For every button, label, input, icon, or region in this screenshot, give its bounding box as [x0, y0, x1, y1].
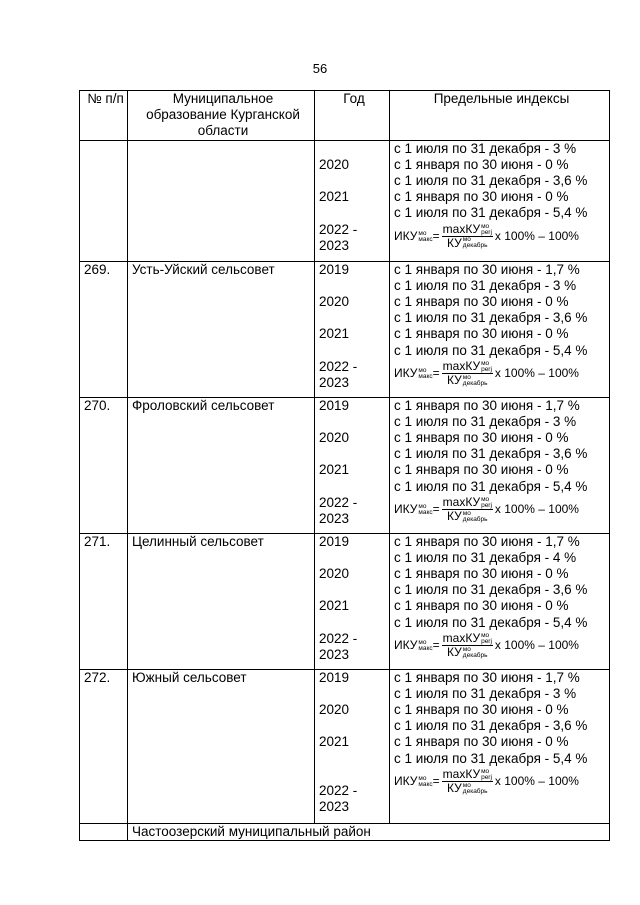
- formula-lhs-sub: макс: [418, 372, 433, 380]
- formula-num-sup: мо: [481, 359, 490, 367]
- index-line: с 1 января по 30 июня - 0 %: [394, 734, 569, 750]
- formula-lhs-base: ИКУ: [394, 502, 418, 517]
- formula-den-sub: декабрь: [462, 515, 488, 523]
- year: 2022 -: [319, 358, 358, 374]
- row-num: 270.: [80, 397, 128, 533]
- formula-lhs-term: [394, 773, 433, 789]
- formula-denominator: [447, 510, 487, 523]
- year: 2023: [319, 646, 350, 662]
- year: 2022 -: [319, 494, 358, 510]
- page-number: 56: [312, 61, 328, 76]
- formula-lhs-sup: мо: [418, 502, 427, 510]
- formula-num-scripts: [481, 224, 492, 236]
- formula-num-term: [443, 222, 492, 236]
- formula-den-term: [447, 373, 487, 387]
- formula-den-sub: декабрь: [462, 379, 488, 387]
- index-line: с 1 июля по 31 декабря - 3,6 %: [394, 172, 588, 188]
- formula-den-term: [447, 509, 487, 523]
- formula-num-sup: мо: [481, 631, 490, 639]
- formula-lhs-scripts: [418, 776, 432, 788]
- index-line: с 1 января по 30 июня - 0 %: [394, 598, 569, 614]
- formula-den-sup: мо: [462, 236, 471, 244]
- row-years: [315, 140, 390, 261]
- index-line: с 1 июля по 31 декабря - 3 %: [394, 413, 577, 429]
- formula-den-base: КУ: [447, 372, 462, 387]
- formula-num-base: maxКУ: [442, 358, 481, 373]
- row-indices: [390, 669, 610, 823]
- year: 2019: [319, 669, 350, 685]
- formula-num-base: maxКУ: [442, 630, 481, 645]
- district-row: [80, 823, 610, 840]
- row-indices: [390, 397, 610, 533]
- header-year: Год: [315, 91, 390, 141]
- row-indices: [390, 533, 610, 669]
- formula-num-term: [443, 767, 492, 781]
- header-municipality: Муниципальное образование Курганской области: [128, 91, 315, 141]
- formula-tail: x 100% – 100%: [494, 366, 579, 381]
- row-indices: [390, 140, 610, 261]
- year: 2023: [319, 799, 350, 815]
- formula-fraction: [442, 360, 493, 387]
- row-name: Целинный сельсовет: [128, 533, 315, 669]
- header-num: № п/п: [80, 91, 128, 141]
- formula-tail: x 100% – 100%: [494, 774, 579, 789]
- table-row: [80, 140, 610, 261]
- row-num: 269.: [80, 261, 128, 397]
- year: 2021: [319, 598, 350, 614]
- formula-lhs-scripts: [418, 504, 432, 516]
- year: 2023: [319, 510, 350, 526]
- formula-num-term: [443, 631, 492, 645]
- index-line: с 1 июля по 31 декабря - 3 %: [394, 685, 577, 701]
- formula-num-sub: perj: [481, 501, 492, 509]
- formula-num-sup: мо: [481, 495, 490, 503]
- index-line: с 1 января по 30 июня - 0 %: [394, 701, 569, 717]
- formula-den-term: [447, 781, 487, 795]
- year: 2020: [319, 430, 350, 445]
- formula-den-scripts: [463, 237, 488, 249]
- formula-lhs-scripts: [418, 640, 432, 652]
- formula-denominator: [447, 374, 487, 387]
- index-line: с 1 июля по 31 декабря - 5,4 %: [394, 614, 588, 630]
- formula-den-sub: декабрь: [462, 651, 488, 659]
- index-line: с 1 июля по 31 декабря - 3,6 %: [394, 582, 588, 598]
- formula-eq: =: [432, 502, 440, 517]
- year: 2019: [319, 533, 350, 549]
- formula-fraction: [442, 768, 493, 795]
- formula-denominator: [447, 782, 487, 795]
- formula-den-base: КУ: [447, 780, 462, 795]
- index-line: с 1 января по 30 июня - 0 %: [394, 156, 569, 172]
- formula-fraction: [442, 223, 493, 250]
- index-line: с 1 июля по 31 декабря - 5,4 %: [394, 750, 588, 766]
- formula-numerator: [442, 223, 493, 237]
- year: 2022 -: [319, 782, 358, 798]
- formula-num-scripts: [481, 633, 492, 645]
- year: 2020: [319, 566, 350, 581]
- year: 2021: [319, 189, 350, 205]
- formula-den-term: [447, 645, 487, 659]
- table-row: [80, 261, 610, 397]
- formula-den-scripts: [463, 783, 488, 795]
- formula-num-scripts: [481, 361, 492, 373]
- formula-lhs-term: [394, 228, 433, 244]
- formula-lhs-term: [394, 365, 433, 381]
- year: 2023: [319, 374, 350, 390]
- row-num: [80, 140, 128, 261]
- row-years: [315, 669, 390, 823]
- row-years: [315, 397, 390, 533]
- formula-num-sub: perj: [481, 365, 492, 373]
- index-line: с 1 июля по 31 декабря - 3,6 %: [394, 446, 588, 462]
- formula-lhs-scripts: [418, 231, 432, 243]
- formula-tail: x 100% – 100%: [494, 228, 579, 243]
- district-num-cell: [80, 823, 128, 840]
- formula-den-term: [447, 236, 487, 250]
- index-line: с 1 июля по 31 декабря - 3 %: [394, 277, 577, 293]
- year: 2020: [319, 294, 350, 309]
- index-line: с 1 июля по 31 декабря - 3,6 %: [394, 718, 588, 734]
- formula-denominator: [447, 646, 487, 659]
- table-header: [80, 91, 610, 141]
- formula-num-sup: мо: [481, 222, 490, 230]
- formula: [394, 767, 609, 796]
- formula-den-sup: мо: [462, 509, 471, 517]
- formula: [394, 222, 609, 251]
- formula-num-sup: мо: [481, 767, 490, 775]
- formula-lhs-sub: макс: [418, 508, 433, 516]
- year: 2019: [319, 261, 350, 277]
- year: 2021: [319, 734, 350, 750]
- index-line: с 1 января по 30 июня - 1,7 %: [394, 261, 580, 277]
- formula-den-base: КУ: [447, 508, 462, 523]
- formula-num-sub: perj: [481, 637, 492, 645]
- year: 2020: [319, 702, 350, 717]
- index-line: с 1 июля по 31 декабря - 4 %: [394, 549, 577, 565]
- row-years: [315, 261, 390, 397]
- formula-lhs-scripts: [418, 368, 432, 380]
- district-name: Частоозерский муниципальный район: [128, 823, 610, 840]
- formula-numerator: [442, 632, 493, 646]
- formula-den-scripts: [463, 375, 488, 387]
- formula: [394, 631, 609, 660]
- formula-lhs-term: [394, 501, 433, 517]
- formula-numerator: [442, 360, 493, 374]
- index-line: с 1 января по 30 июня - 0 %: [394, 326, 569, 342]
- formula-eq: =: [432, 638, 440, 653]
- table-row: [80, 669, 610, 823]
- formula-den-scripts: [463, 647, 488, 659]
- formula-lhs-base: ИКУ: [394, 774, 418, 789]
- formula-den-sup: мо: [462, 781, 471, 789]
- formula-lhs-sup: мо: [418, 774, 427, 782]
- formula-lhs-base: ИКУ: [394, 366, 418, 381]
- formula-den-sup: мо: [462, 645, 471, 653]
- index-line: с 1 июля по 31 декабря - 5,4 %: [394, 342, 588, 358]
- formula-lhs-sub: макс: [418, 780, 433, 788]
- formula: [394, 495, 609, 524]
- row-name: Усть-Уйский сельсовет: [128, 261, 315, 397]
- formula-num-base: maxКУ: [442, 494, 481, 509]
- year: 2023: [319, 237, 350, 253]
- index-line: с 1 января по 30 июня - 1,7 %: [394, 397, 580, 413]
- row-years: [315, 533, 390, 669]
- formula-eq: =: [432, 228, 440, 243]
- formula-tail: x 100% – 100%: [494, 638, 579, 653]
- formula-den-sub: декабрь: [462, 787, 488, 795]
- formula-num-base: maxКУ: [442, 766, 481, 781]
- formula-num-term: [443, 495, 492, 509]
- year: 2021: [319, 462, 350, 478]
- index-line: с 1 января по 30 июня - 1,7 %: [394, 669, 580, 685]
- formula-num-scripts: [481, 769, 492, 781]
- formula-num-sub: perj: [481, 228, 492, 236]
- formula-eq: =: [432, 774, 440, 789]
- header-indices: Предельные индексы: [390, 91, 610, 141]
- formula-den-base: КУ: [447, 644, 462, 659]
- formula-den-scripts: [463, 511, 488, 523]
- formula-num-term: [443, 359, 492, 373]
- index-line: с 1 января по 30 июня - 1,7 %: [394, 533, 580, 549]
- formula-lhs-sup: мо: [418, 229, 427, 237]
- row-name: Фроловский сельсовет: [128, 397, 315, 533]
- formula-den-sup: мо: [462, 373, 471, 381]
- formula-tail: x 100% – 100%: [494, 502, 579, 517]
- index-line: с 1 июля по 31 декабря - 5,4 %: [394, 478, 588, 494]
- index-line: с 1 июля по 31 декабря - 3,6 %: [394, 310, 588, 326]
- indices-table: [79, 90, 610, 841]
- year: 2021: [319, 326, 350, 342]
- row-name: [128, 140, 315, 261]
- row-indices: [390, 261, 610, 397]
- table-row: [80, 533, 610, 669]
- year: 2022 -: [319, 221, 358, 237]
- index-line: с 1 января по 30 июня - 0 %: [394, 293, 569, 309]
- formula-den-sub: декабрь: [462, 242, 488, 250]
- formula-fraction: [442, 496, 493, 523]
- formula-num-sub: perj: [481, 773, 492, 781]
- formula-fraction: [442, 632, 493, 659]
- formula-lhs-base: ИКУ: [394, 228, 418, 243]
- formula-num-scripts: [481, 497, 492, 509]
- year: 2019: [319, 397, 350, 413]
- formula-lhs-sup: мо: [418, 638, 427, 646]
- index-line: с 1 июля по 31 декабря - 5,4 %: [394, 205, 588, 221]
- index-line: с 1 января по 30 июня - 0 %: [394, 462, 569, 478]
- formula-lhs-base: ИКУ: [394, 638, 418, 653]
- index-line: с 1 января по 30 июня - 0 %: [394, 565, 569, 581]
- formula-lhs-sup: мо: [418, 366, 427, 374]
- index-line: с 1 января по 30 июня - 0 %: [394, 429, 569, 445]
- year: 2022 -: [319, 630, 358, 646]
- formula-denominator: [447, 237, 487, 250]
- year: 2020: [319, 156, 350, 172]
- formula-den-base: КУ: [447, 235, 462, 250]
- formula-numerator: [442, 768, 493, 782]
- formula-eq: =: [432, 366, 440, 381]
- row-num: 272.: [80, 669, 128, 823]
- row-num: 271.: [80, 533, 128, 669]
- formula-lhs-term: [394, 637, 433, 653]
- formula-lhs-sub: макс: [418, 235, 433, 243]
- formula-numerator: [442, 496, 493, 510]
- row-name: Южный сельсовет: [128, 669, 315, 823]
- formula-lhs-sub: макс: [418, 644, 433, 652]
- index-line: с 1 июля по 31 декабря - 3 %: [394, 140, 577, 156]
- table-row: [80, 397, 610, 533]
- formula: [394, 359, 609, 388]
- formula-num-base: maxКУ: [442, 221, 481, 236]
- index-line: с 1 января по 30 июня - 0 %: [394, 189, 569, 205]
